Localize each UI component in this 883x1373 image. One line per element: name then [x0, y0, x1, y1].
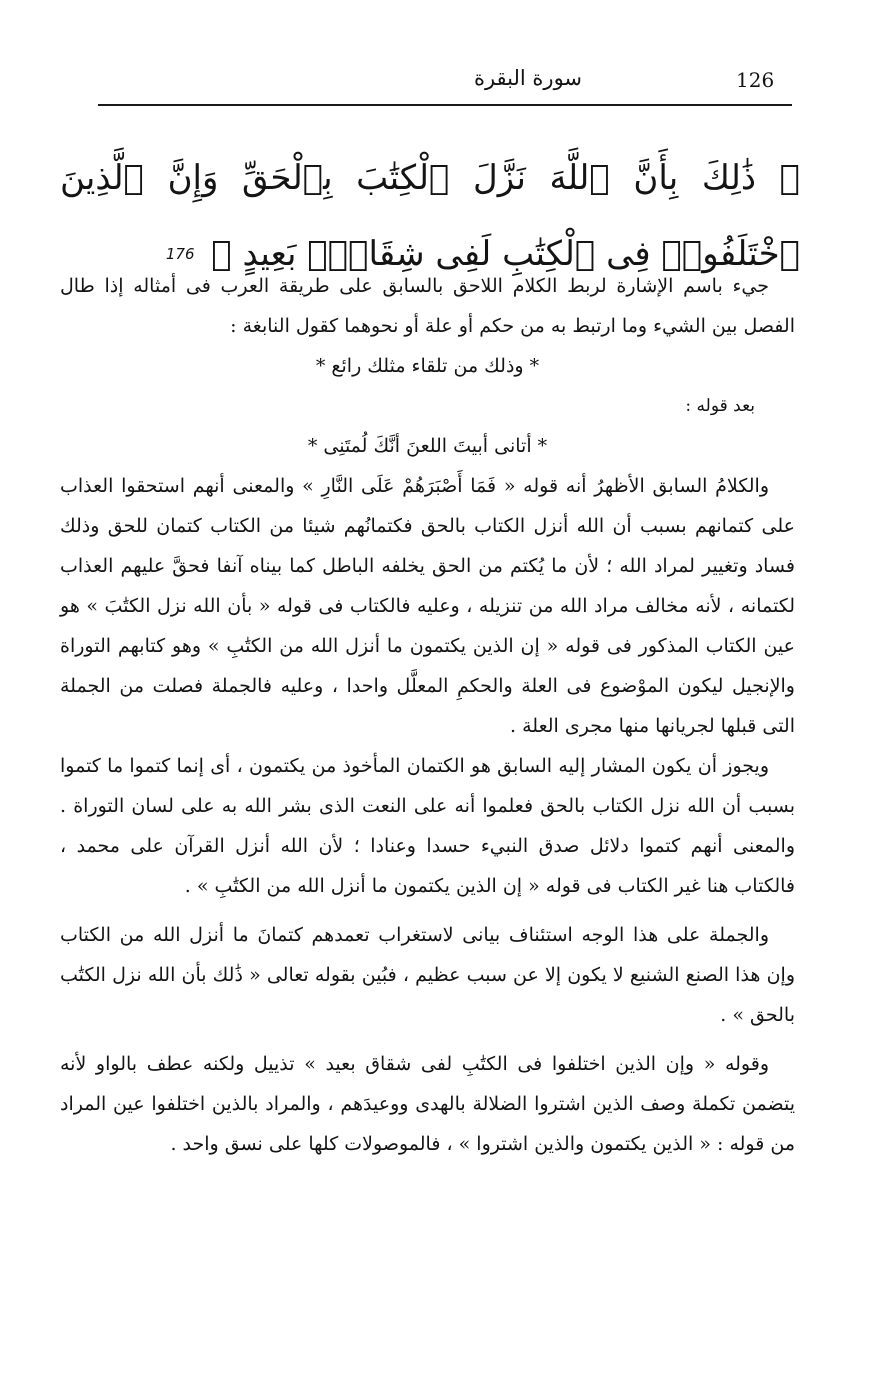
paragraph-4: والجملة على هذا الوجه استئناف بيانى لاستغراب تعمدهم كتمانَ ما أنزل الله من الكتاب وإن هذا الصنع الشنيع لا يكون إلا عن سبب عظيم ، فبُين بقوله تعالى « ذَٰلك بأن الله نزل الكتَٰب بالحق » . — [60, 924, 795, 1026]
paragraph-3: ويجوز أن يكون المشار إليه السابق هو الكتمان المأخوذ من يكتمون ، أى إنما كتموا ما كتموا بسبب أن الله نزل الكتاب بالحق فعلموا أنه على النعت الذى بشر الله به على لسان التوراة . والمعنى أنهم كتموا دلائل صدق النبيء حسدا وعنادا ؛ لأن الله أنزل القرآن على محمد ، فالكتاب هنا غير الكتاب فى قوله « إن الذين يكتمون ما أنزل الله من الكتَٰبِ » . — [60, 755, 795, 897]
paragraph-5: وقوله « وإن الذين اختلفوا فى الكتَٰبِ لفى شقاق بعيد » تذييل ولكنه عطف بالواو لأنه يتضمن تكملة وصف الذين اشتروا الضلالة بالهدى ووعيدَهم ، والمراد بالذين اختلفوا عين المراد من قوله : « الذين يكتمون والذين اشتروا » ، فالموصولات كلها على نسق واحد . — [60, 1053, 795, 1155]
paragraph-2: والكلامُ السابق الأظهرُ أنه قوله « فَمَا أَصْبَرَهُمْ عَلَى النَّارِ » والمعنى أنهم استحقوا العذاب على كتمانهم بسبب أن الله أنزل الكتاب بالحق فكتمانُهم شيئا من الكتاب كتمان للحق وذلك فساد وتغيير لمراد الله ؛ لأن ما يُكتم من الحق يخلفه الباطل كما بيناه آنفا فحقَّ عليهم العذاب لكتمانه ، لأنه مخالف مراد الله من تنزيله ، وعليه فالكتاب فى قوله « بأن الله نزل الكتَٰبَ » هو عين الكتاب المذكور فى قوله « إن الذين يكتمون ما أنزل الله من الكتَٰبِ » وهو كتابهم التوراة والإنجيل ليكون الموْضوع فى العلة والحكمِ المعلَّل واحدا ، وعليه فالجملة فصلت من الجملة التى قبلها لجريانها منها مجرى العلة . — [60, 475, 795, 737]
commentary-body — [60, 266, 795, 1164]
paragraph-1: جيء باسم الإشارة لربط الكلام اللاحق بالسابق على طريقة العرب فى أمثاله إذا طال الفصل بين الشيء وما ارتبط به من حكم أو علة أو نحوهما كقول النابغة : — [60, 275, 795, 337]
poetry-quote-2: * أتانى أبيتَ اللعنَ أنَّكَ لُمتَنِى * — [307, 435, 548, 457]
page-header — [98, 60, 792, 106]
verse-text: ﴿ ذَٰلِكَ بِأَنَّ ٱللَّهَ نَزَّلَ ٱلْكِتَٰبَ بِٱلْحَقِّ وَإِنَّ ٱلَّذِينَ ٱخْتَلَفُوا۟ فِى ٱلْكِتَٰبِ لَفِى شِقَاقٍۭ بَعِيدٍ ﴾ — [60, 158, 800, 274]
after-saying-label: بعد قوله : — [685, 396, 755, 416]
verse-number: 176 — [165, 245, 195, 263]
poetry-quote-1: * وذلك من تلقاء مثلك رائع * — [315, 355, 540, 377]
page-number: 126 — [736, 68, 775, 92]
surah-title: سورة البقرة — [473, 66, 583, 90]
